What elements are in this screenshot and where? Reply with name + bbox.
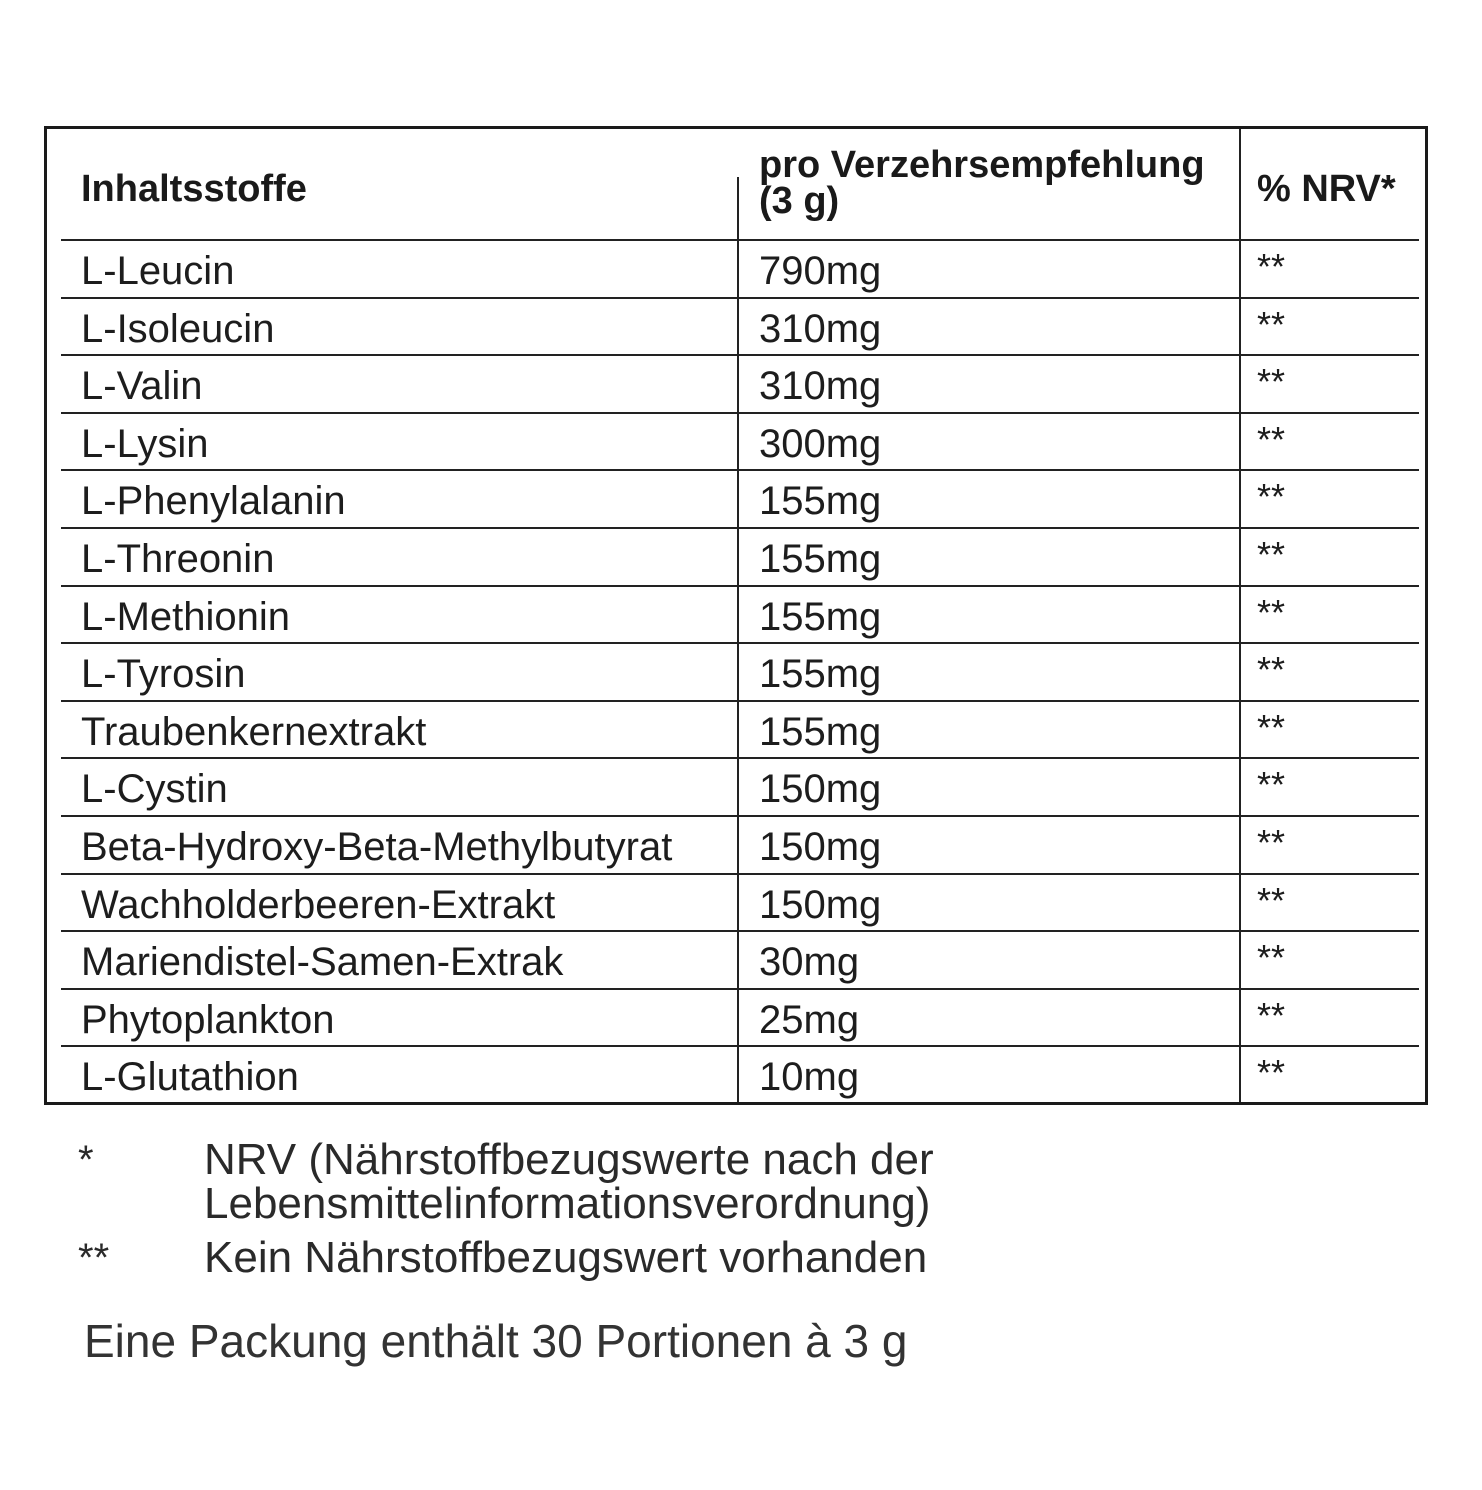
footnote-text: Kein Nährstoffbezugswert vorhanden [204, 1233, 928, 1282]
cell-nrv: ** [1257, 764, 1286, 806]
table-row [47, 471, 1425, 529]
cell-name: L-Phenylalanin [81, 479, 346, 524]
cell-amount: 155mg [759, 594, 882, 639]
cell-nrv: ** [1257, 418, 1286, 460]
cell-nrv: ** [1257, 879, 1286, 921]
header-ingredients: Inhaltsstoffe [81, 168, 307, 210]
table-row [47, 759, 1425, 817]
cell-name: Phytoplankton [81, 997, 335, 1042]
cell-nrv: ** [1257, 591, 1286, 633]
cell-amount: 790mg [759, 249, 882, 293]
cell-nrv: ** [1257, 303, 1286, 345]
cell-amount: 25mg [759, 997, 860, 1042]
cell-amount: 150mg [759, 882, 882, 927]
table-row [47, 299, 1425, 357]
cell-name: L-Methionin [81, 594, 291, 639]
package-note: Eine Packung enthält 30 Portionen à 3 g [84, 1315, 908, 1367]
table-row [47, 587, 1425, 645]
cell-name: L-Cystin [81, 767, 228, 812]
table-row [47, 414, 1425, 472]
cell-name: L-Lysin [81, 421, 209, 466]
header-per-serving: pro Verzehrsempfehlung (3 g) [759, 144, 1205, 222]
cell-name: L-Valin [81, 364, 203, 409]
cell-name: Wachholderbeeren-Extrakt [81, 882, 556, 927]
cell-nrv: ** [1257, 649, 1286, 691]
table-row [47, 932, 1425, 990]
cell-amount: 310mg [759, 306, 882, 351]
header-nrv: % NRV* [1257, 168, 1396, 210]
cell-amount: 310mg [759, 364, 882, 409]
table-row [47, 702, 1425, 760]
cell-name: L-Threonin [81, 537, 275, 581]
cell-nrv: ** [1257, 1052, 1286, 1094]
cell-name: Mariendistel-Samen-Extrak [81, 940, 564, 985]
footnote-mark: * [78, 1138, 94, 1182]
table-row [47, 1047, 1425, 1105]
table-row [47, 529, 1425, 587]
cell-amount: 300mg [759, 421, 882, 466]
cell-name: L-Glutathion [81, 1055, 299, 1100]
table-row [47, 990, 1425, 1048]
cell-amount: 155mg [759, 652, 882, 697]
cell-nrv: ** [1257, 361, 1286, 403]
cell-name: L-Tyrosin [81, 652, 246, 697]
cell-amount: 30mg [759, 940, 860, 985]
cell-amount: 155mg [759, 479, 882, 524]
table-row [47, 356, 1425, 414]
cell-nrv: ** [1257, 534, 1286, 575]
cell-nrv: ** [1257, 822, 1286, 863]
cell-amount: 10mg [759, 1055, 860, 1100]
table-row [47, 817, 1425, 875]
footnote-mark: ** [78, 1236, 110, 1280]
cell-nrv: ** [1257, 937, 1286, 979]
table-row [47, 644, 1425, 702]
cell-nrv: ** [1257, 246, 1286, 287]
table-row [47, 241, 1425, 299]
cell-name: L-Leucin [81, 249, 235, 293]
cell-amount: 150mg [759, 825, 882, 869]
cell-name: L-Isoleucin [81, 306, 275, 351]
table-row [47, 875, 1425, 933]
nutrition-table [44, 126, 1428, 1105]
cell-nrv: ** [1257, 706, 1286, 748]
cell-amount: 150mg [759, 767, 882, 812]
footnote-text: NRV (Nährstoffbezugswerte nach der Lebensmittelinformationsverordnung) [204, 1135, 934, 1228]
cell-nrv: ** [1257, 994, 1286, 1036]
cell-nrv: ** [1257, 476, 1286, 518]
cell-amount: 155mg [759, 709, 882, 754]
cell-name: Beta-Hydroxy-Beta-Methylbutyrat [81, 825, 673, 869]
cell-name: Traubenkernextrakt [81, 709, 427, 754]
cell-amount: 155mg [759, 537, 882, 581]
